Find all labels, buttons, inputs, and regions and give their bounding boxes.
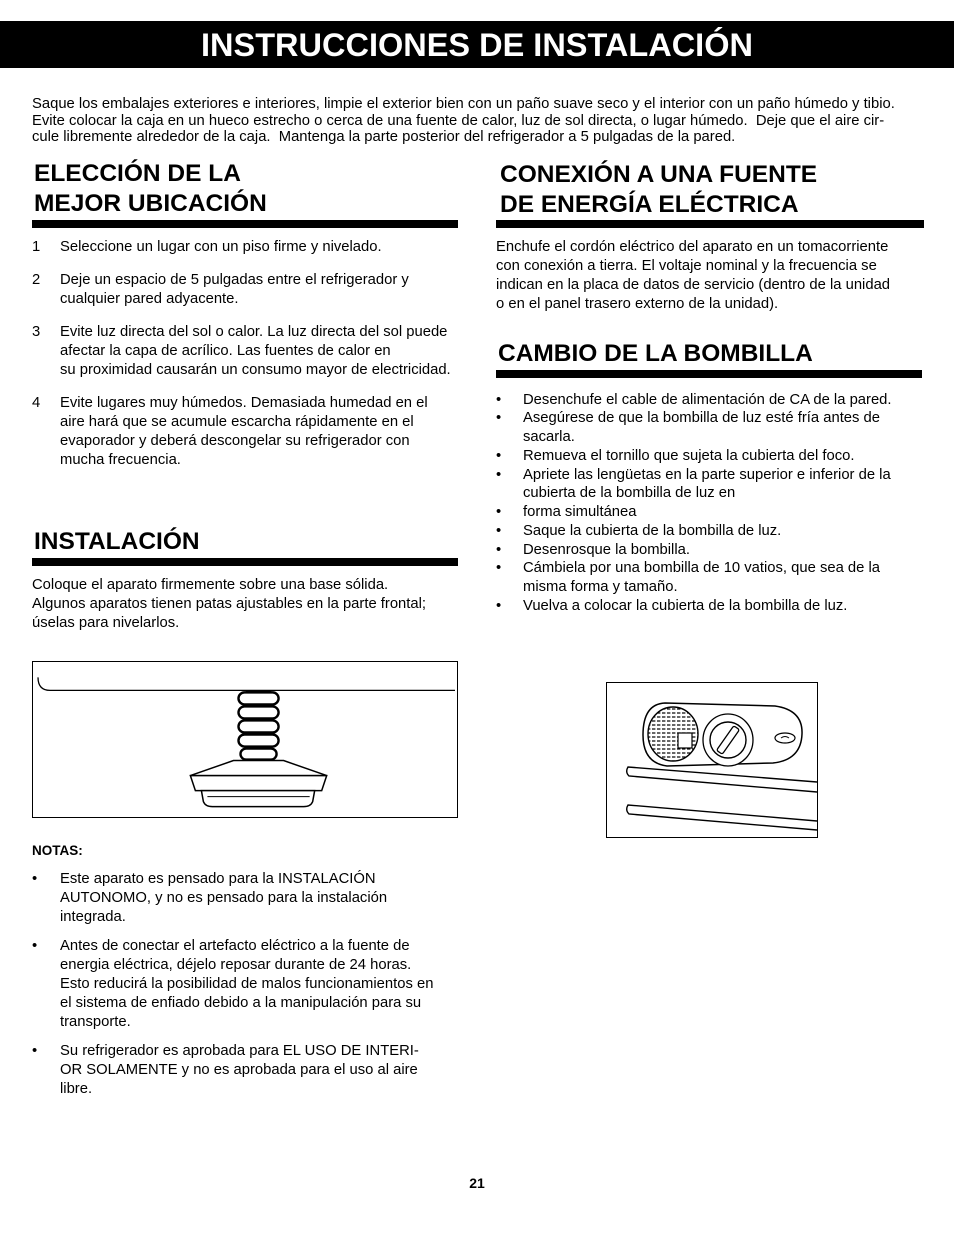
location-step	[32, 394, 462, 470]
heading-line: MEJOR UBICACIÓN	[34, 190, 267, 217]
light-housing-illustration	[607, 683, 817, 837]
bullet-mark: •	[496, 391, 502, 408]
heading-best-location	[34, 159, 267, 219]
installation-line: Coloque el aparato firmemente sobre una base sólida.	[32, 576, 389, 593]
step-line: Seleccione un lugar con un piso firme y nivelado.	[60, 238, 382, 255]
note-item	[32, 870, 462, 927]
bulb-step-text	[523, 559, 936, 597]
bulb-step-line: misma forma y tamaño.	[523, 579, 678, 596]
bulb-step-line: sacarla.	[523, 429, 575, 446]
heading-installation: INSTALACIÓN	[34, 528, 200, 555]
bulb-step	[496, 447, 936, 466]
bulb-step-text	[523, 503, 936, 522]
bullet-mark: •	[496, 447, 502, 464]
leveling-foot-figure	[32, 661, 458, 818]
bullet-mark: •	[32, 937, 38, 954]
installation-line: úselas para nivelarlos.	[32, 614, 180, 631]
note-line: OR SOLAMENTE y no es aprobada para el uso al aire	[60, 1061, 418, 1078]
bulb-step-text	[523, 409, 936, 447]
location-step	[32, 238, 462, 257]
note-line: el sistema de enfiado debido a la manipulación para su	[60, 994, 422, 1011]
note-line: libre.	[60, 1080, 93, 1097]
bulb-step	[496, 391, 936, 410]
location-step-text	[60, 394, 462, 470]
leveling-foot-cone	[190, 761, 326, 776]
step-number: 2	[32, 271, 41, 288]
mounting-hole	[775, 733, 795, 743]
note-item	[32, 1042, 462, 1099]
bullet-mark: •	[496, 504, 502, 521]
bullet-mark: •	[496, 410, 502, 427]
heading-line: DE ENERGÍA ELÉCTRICA	[500, 191, 799, 218]
power-line: Enchufe el cordón eléctrico del aparato en un tomacorriente	[496, 238, 889, 255]
bulb-step	[496, 559, 936, 597]
heading-rule	[496, 220, 924, 228]
heading-rule	[32, 558, 458, 566]
heading-bulb-change: CAMBIO DE LA BOMBILLA	[498, 340, 813, 367]
bulb-step-line: Desenchufe el cable de alimentación de CA de la pared.	[523, 391, 892, 408]
location-step	[32, 271, 462, 309]
notes-list	[32, 870, 462, 1109]
leveling-screw-thread	[238, 692, 278, 759]
bulb-cover-tab	[678, 733, 692, 748]
step-line: Evite luz directa del sol o calor. La luz directa del sol puede	[60, 323, 448, 340]
step-line: Evite lugares muy húmedos. Demasiada humedad en el	[60, 394, 428, 411]
heading-power-connection	[500, 160, 817, 220]
cabinet-bottom-edge	[38, 677, 455, 690]
step-line: mucha frecuencia.	[60, 451, 181, 468]
heading-line: CONEXIÓN A UNA FUENTE	[500, 161, 818, 188]
note-item	[32, 937, 462, 1032]
bulb-step	[496, 522, 936, 541]
bullet-mark: •	[496, 597, 502, 614]
intro-line: Evite colocar la caja en un hueco estrecho o cerca de una fuente de calor, luz de sol directa, o lugar húmedo. Deje que el aire cir-	[32, 112, 885, 129]
location-step-text	[60, 271, 462, 309]
bullet-mark: •	[496, 560, 502, 577]
bulb-step-text	[523, 597, 936, 616]
power-line: o en el panel trasero externo de la unidad).	[496, 295, 779, 312]
location-step-text	[60, 323, 462, 380]
bullet-mark: •	[32, 870, 38, 887]
bulb-step-line: Apriete las lengüetas en la parte superior e inferior de la	[523, 466, 891, 483]
bullet-mark: •	[496, 466, 502, 483]
header-bar	[0, 21, 954, 68]
bulb-step-line: forma simultánea	[523, 504, 637, 521]
intro-line: Saque los embalajes exteriores e interiores, limpie el exterior bien con un paño suave seco y el interior con un paño húmedo y tibio.	[32, 96, 895, 112]
step-line: evaporador y deberá descongelar su refrigerador con	[60, 432, 410, 449]
bullet-mark: •	[32, 1042, 38, 1059]
power-line: con conexión a tierra. El voltaje nominal y la frecuencia se	[496, 257, 877, 274]
note-item-text	[60, 1042, 462, 1099]
leveling-foot-pad	[201, 791, 314, 807]
bullet-mark: •	[496, 541, 502, 558]
notes-label: NOTAS:	[32, 843, 83, 858]
step-number: 4	[32, 394, 41, 411]
note-line: Antes de conectar el artefacto eléctrico a la fuente de	[60, 937, 410, 954]
power-paragraph	[496, 238, 936, 314]
installation-line: Algunos aparatos tienen patas ajustables en la parte frontal;	[32, 595, 427, 612]
bulb-step-line: Remueva el tornillo que sujeta la cubierta del foco.	[523, 447, 855, 464]
location-step-text	[60, 238, 462, 257]
intro-paragraph	[32, 96, 895, 146]
step-line: aire hará que se acumule escarcha rápidamente en el	[60, 413, 414, 430]
step-number: 1	[32, 238, 41, 255]
note-line: AUTONOMO, y no es pensado para la instalación	[60, 889, 388, 906]
note-line: integrada.	[60, 908, 126, 925]
bulb-step-line: cubierta de la bombilla de luz en	[523, 485, 736, 502]
bulb-step	[496, 541, 936, 560]
note-line: Su refrigerador es aprobada para EL USO DE INTERI-	[60, 1042, 419, 1059]
intro-line: cule libremente alrededor de la caja. Mantenga la parte posterior del refrigerador a 5 pulgadas de la pared.	[32, 129, 736, 146]
bulb-step-line: Asegúrese de que la bombilla de luz esté fría antes de	[523, 410, 880, 427]
note-item-text	[60, 937, 462, 1032]
step-line: su proximidad causarán un consumo mayor de electricidad.	[60, 361, 451, 378]
bulb-step	[496, 466, 936, 504]
bulb-step-text	[523, 541, 936, 560]
heading-line: ELECCIÓN DE LA	[34, 160, 241, 187]
bulb-step-text	[523, 522, 936, 541]
light-housing-figure	[606, 682, 818, 838]
installation-paragraph	[32, 576, 462, 633]
bulb-step-line: Vuelva a colocar la cubierta de la bombilla de luz.	[523, 597, 848, 614]
bulb-step-text	[523, 391, 936, 410]
note-line: Esto reducirá la posibilidad de malos funcionamientos en	[60, 975, 434, 992]
bulb-step-line: Saque la cubierta de la bombilla de luz.	[523, 522, 782, 539]
heading-rule	[496, 370, 922, 378]
leveling-foot-illustration	[33, 662, 457, 817]
heading-rule	[32, 220, 458, 228]
bulb-step	[496, 409, 936, 447]
bulb-step	[496, 503, 936, 522]
leveling-foot-plate	[190, 776, 326, 791]
location-steps-list	[32, 238, 462, 484]
power-line: indican en la placa de datos de servicio (dentro de la unidad	[496, 276, 891, 293]
bulb-step-text	[523, 447, 936, 466]
location-step	[32, 323, 462, 380]
step-number: 3	[32, 323, 41, 340]
page-number: 21	[469, 1175, 485, 1191]
bulb-steps-list	[496, 391, 936, 616]
note-line: transporte.	[60, 1013, 131, 1030]
bulb-step-text	[523, 466, 936, 504]
step-line: cualquier pared adyacente.	[60, 290, 239, 307]
shelf-rail-lower	[627, 805, 817, 830]
step-line: afectar la capa de acrílico. Las fuentes de calor en	[60, 342, 391, 359]
bullet-mark: •	[496, 522, 502, 539]
note-line: energia eléctrica, déjelo reposar durante de 24 horas.	[60, 956, 412, 973]
note-item-text	[60, 870, 462, 927]
bulb-step	[496, 597, 936, 616]
note-line: Este aparato es pensado para la INSTALACIÓN	[60, 870, 376, 887]
bulb-step-line: Desenrosque la bombilla.	[523, 541, 690, 558]
step-line: Deje un espacio de 5 pulgadas entre el refrigerador y	[60, 271, 409, 288]
shelf-rail-upper	[627, 767, 817, 792]
bulb-step-line: Cámbiela por una bombilla de 10 vatios, que sea de la	[523, 560, 880, 577]
page-title: INSTRUCCIONES DE INSTALACIÓN	[201, 27, 753, 63]
